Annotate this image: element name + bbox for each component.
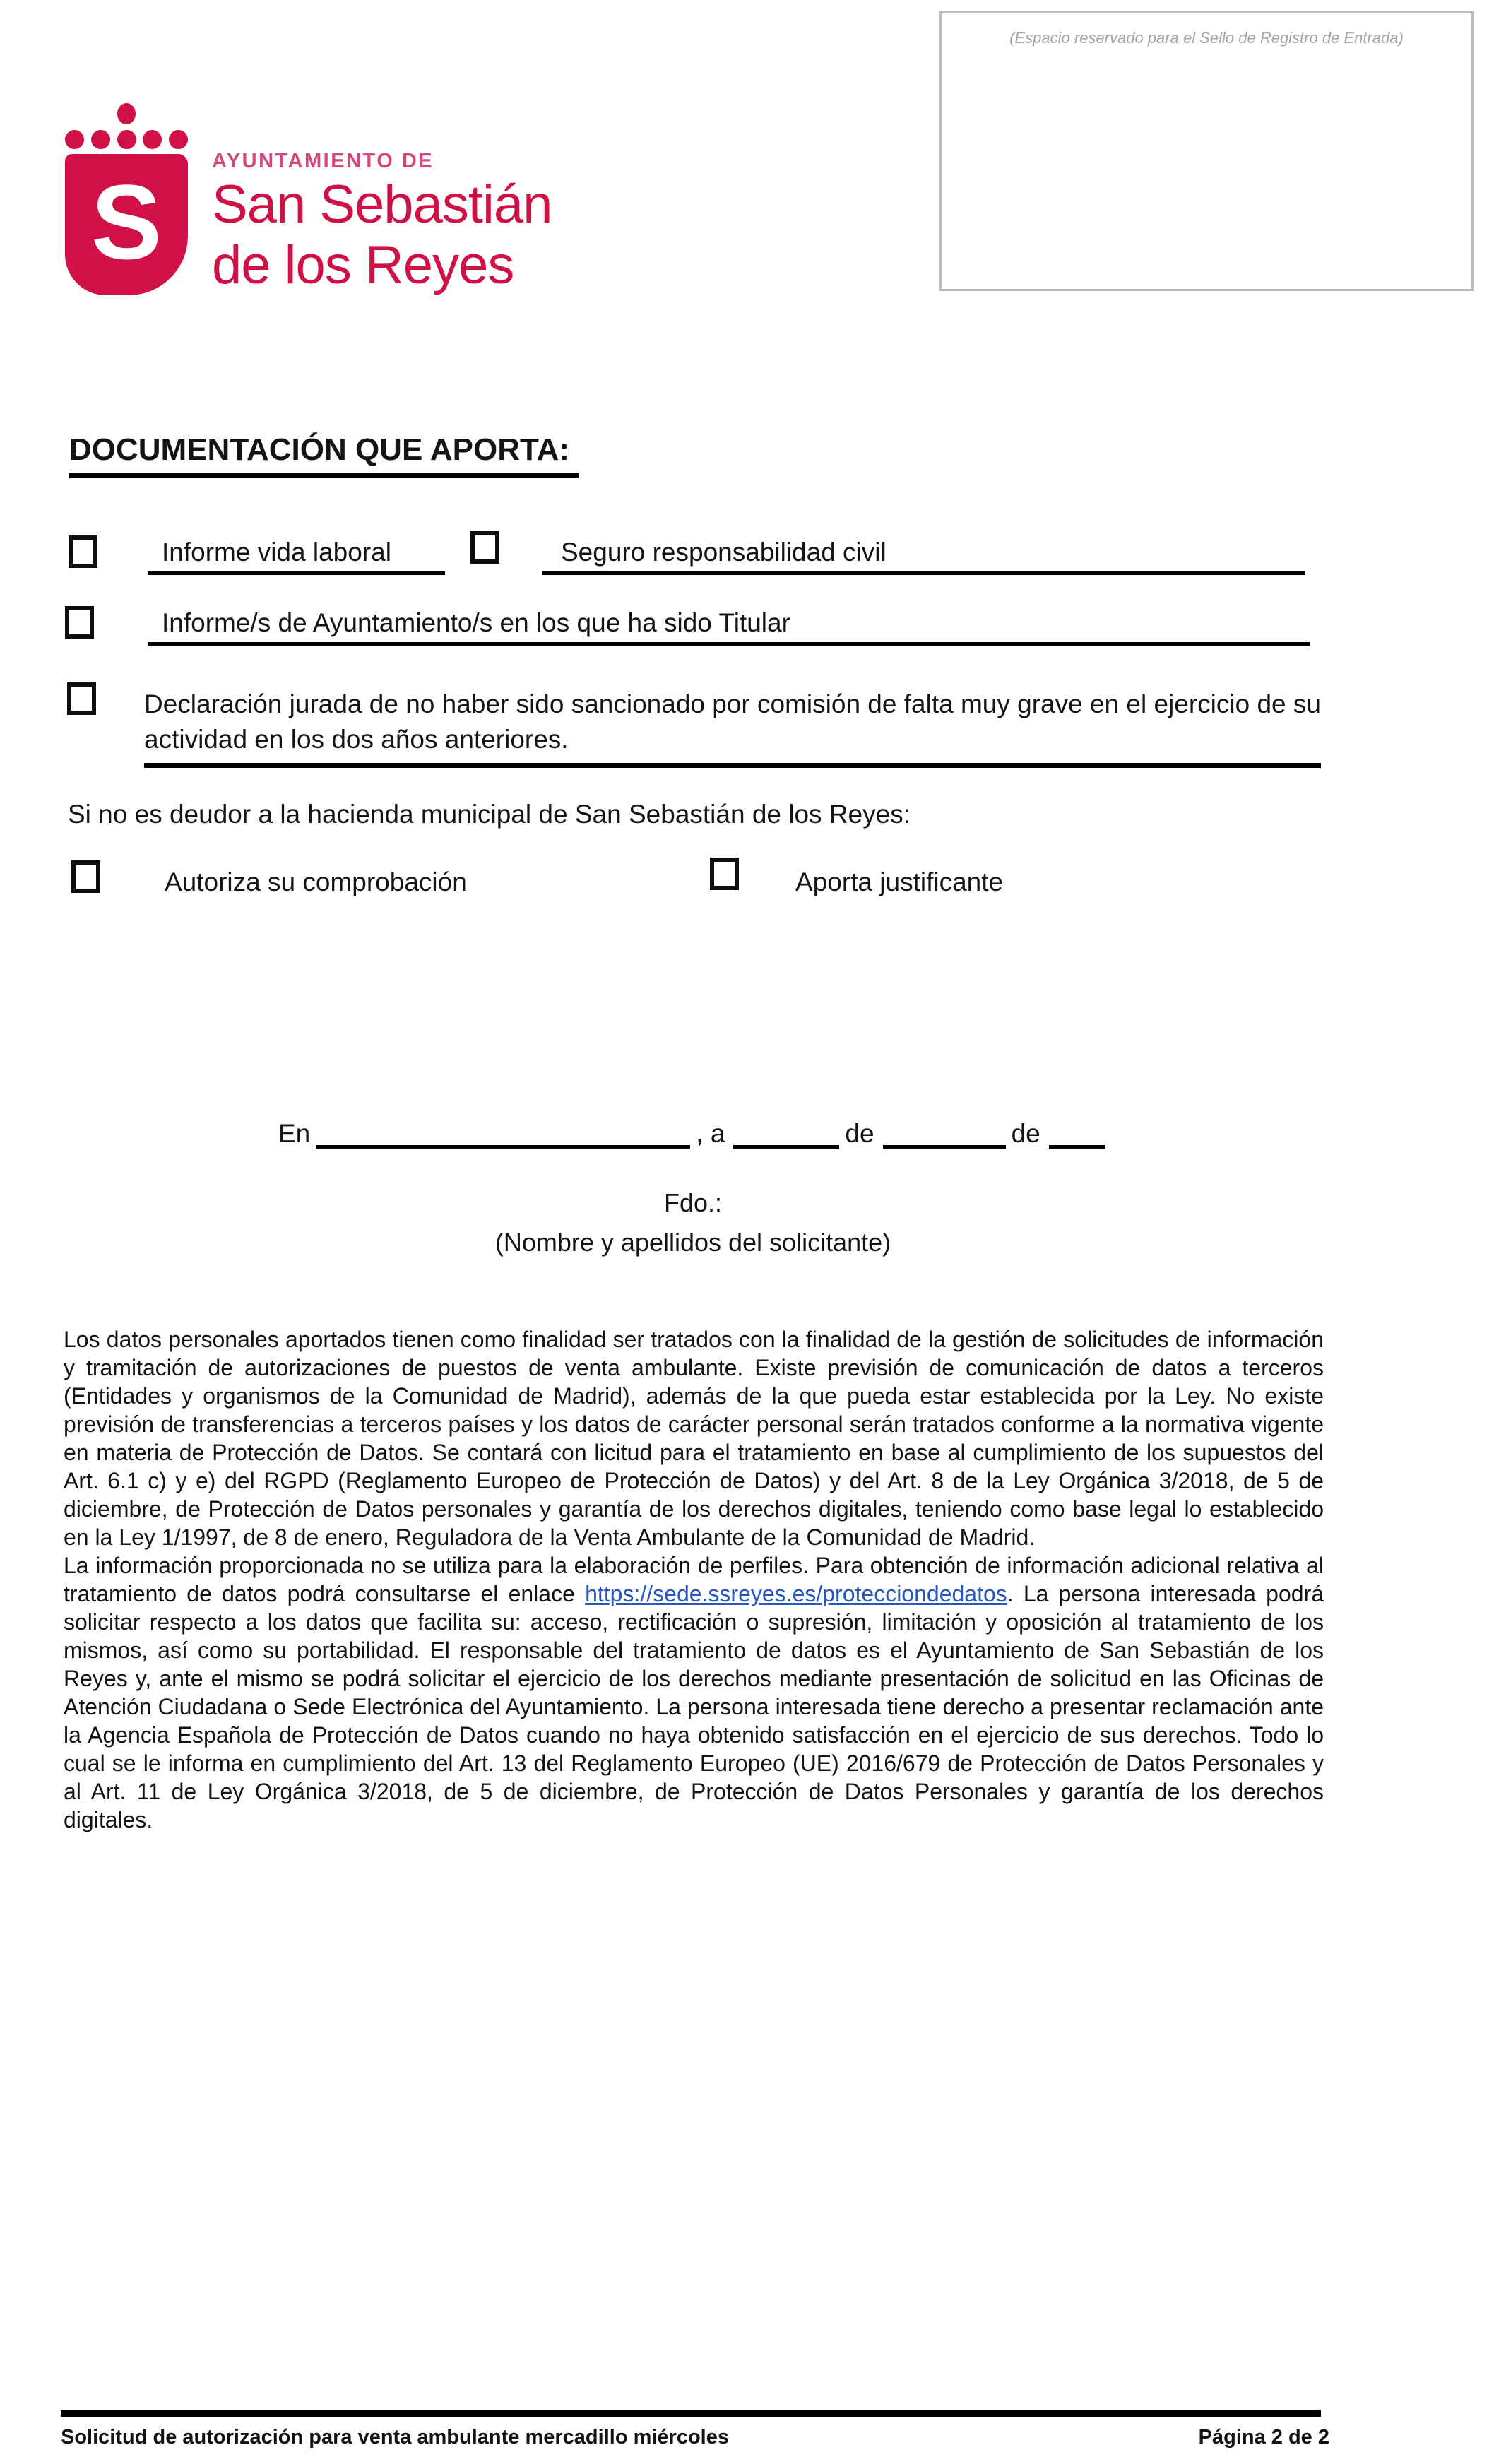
footer — [61, 2426, 1329, 2449]
privacy-link[interactable]: https://sede.ssreyes.es/protecciondedatos — [585, 1581, 1007, 1606]
section-heading-documentacion: DOCUMENTACIÓN QUE APORTA: — [69, 432, 579, 478]
checkbox-informes-ayuntamientos[interactable] — [65, 606, 94, 639]
blank-day-field[interactable] — [733, 1120, 839, 1149]
date-line-en: En — [278, 1119, 311, 1148]
logo-wordmark — [212, 150, 552, 295]
shield-icon — [65, 154, 188, 295]
signature-hint: (Nombre y apellidos del solicitante) — [494, 1228, 891, 1257]
logo-org-small: AYUNTAMIENTO DE — [212, 150, 434, 172]
checkbox-declaracion-jurada[interactable] — [67, 682, 96, 715]
checkbox-autoriza-comprobacion[interactable] — [71, 860, 100, 893]
field-informes-ayuntamientos[interactable] — [148, 605, 1310, 646]
registry-stamp-box — [939, 11, 1474, 291]
logo-org-line2: de los Reyes — [212, 235, 514, 295]
privacy-paragraph-2 — [64, 1551, 1324, 1834]
privacy-notice — [64, 1325, 1324, 1834]
blank-year-field[interactable] — [1049, 1120, 1105, 1149]
privacy-paragraph-1: Los datos personales aportados tienen como finalidad ser tratados con la finalidad de la gestión de solicitudes de información y tramitación de autorizaciones de puestos de venta ambulante. Existe previsión de comunicación de datos a terceros (Entidades y organismos de la Comunidad de Madrid), además de la que pueda estar establecida por la Ley. No existe previsión de transferencias a terceros países y los datos de carácter personal serán tratados conforme a la normativa vigente en materia de Protección de Datos. Se contará con licitud para el tratamiento en base al cumplimiento de los supuestos del Art. 6.1 c) y e) del RGPD (Reglamento Europeo de Protección de Datos) y del Art. 8 de la Ley Orgánica 3/2018, de 5 de diciembre, de Protección de Datos personales y garantía de los derechos digitales, teniendo como base legal lo establecido en la Ley 1/1997, de 8 de enero, Reguladora de la Venta Ambulante de la Comunidad de Madrid. — [64, 1327, 1324, 1550]
label-autoriza-comprobacion: Autoriza su comprobación — [165, 867, 467, 896]
shield-monogram: S — [90, 162, 162, 281]
field-informe-vida-laboral[interactable] — [148, 534, 445, 575]
label-seguro-responsabilidad: Seguro responsabilidad civil — [561, 538, 887, 567]
footer-document-title: Solicitud de autorización para venta ambulante mercadillo miércoles — [61, 2426, 729, 2448]
footer-page-number: Página 2 de 2 — [1198, 2426, 1329, 2448]
field-seguro-responsabilidad[interactable] — [542, 531, 1305, 575]
date-line-comma-a: , a — [696, 1119, 725, 1148]
checkbox-seguro-responsabilidad[interactable] — [470, 531, 499, 564]
date-line — [278, 1118, 1105, 1149]
checkbox-aporta-justificante[interactable] — [710, 858, 739, 890]
logo-org-line1: San Sebastián — [212, 174, 552, 235]
privacy-p2-before-link: La información proporcionada no se utiliza para la elaboración de perfiles. Para obtención de información adicional relativa al tratamiento de datos podrá consultarse el enlace — [64, 1553, 1324, 1606]
checkbox-informe-vida-laboral[interactable] — [69, 535, 97, 568]
deudor-intro-text: Si no es deudor a la hacienda municipal de San Sebastián de los Reyes: — [68, 800, 911, 829]
date-line-de2: de — [1011, 1119, 1040, 1148]
label-aporta-justificante: Aporta justificante — [795, 867, 1004, 896]
label-informes-ayuntamientos: Informe/s de Ayuntamiento/s en los que ha sido Titular — [162, 608, 790, 637]
label-informe-vida-laboral: Informe vida laboral — [162, 538, 391, 567]
privacy-p2-after-link: . La persona interesada podrá solicitar respecto a los datos que facilita su: acceso, rectificación o supresión, limitación y oposición al tratamiento de los mismos, así como su portabilidad. El responsable del tratamiento de datos es el Ayuntamiento de San Sebastián de los Reyes y, ante el mismo se podrá solicitar el ejercicio de los derechos mediante presentación de solicitud en las Oficinas de Atención Ciudadana o Sede Electrónica del Ayuntamiento. La persona interesada tiene derecho a presentar reclamación ante la Agencia Española de Protección de Datos cuando no haya obtenido satisfacción en el ejercicio de sus derechos. Todo lo cual se le informa en cumplimiento del Art. 13 del Reglamento Europeo (UE) 2016/679 de Protección de Datos Personales y al Art. 11 de Ley Orgánica 3/2018, de 5 de diciembre, de Protección de Datos Personales y garantía de los derechos digitales. — [64, 1581, 1324, 1832]
date-line-de1: de — [845, 1119, 874, 1148]
municipality-logo — [65, 103, 602, 301]
crown-dots-icon — [65, 130, 188, 149]
signature-fdo: Fdo.: — [663, 1188, 723, 1217]
blank-month-field[interactable] — [883, 1120, 1006, 1149]
footer-divider — [61, 2410, 1321, 2417]
blank-place-field[interactable] — [316, 1120, 690, 1149]
label-declaracion-jurada: Declaración jurada de no haber sido sancionado por comisión de falta muy grave en el ejercicio de su actividad en los dos años anteriores. — [144, 687, 1321, 768]
crown-dot-icon — [117, 103, 136, 124]
registry-stamp-label: (Espacio reservado para el Sello de Registro de Entrada) — [1009, 29, 1404, 47]
